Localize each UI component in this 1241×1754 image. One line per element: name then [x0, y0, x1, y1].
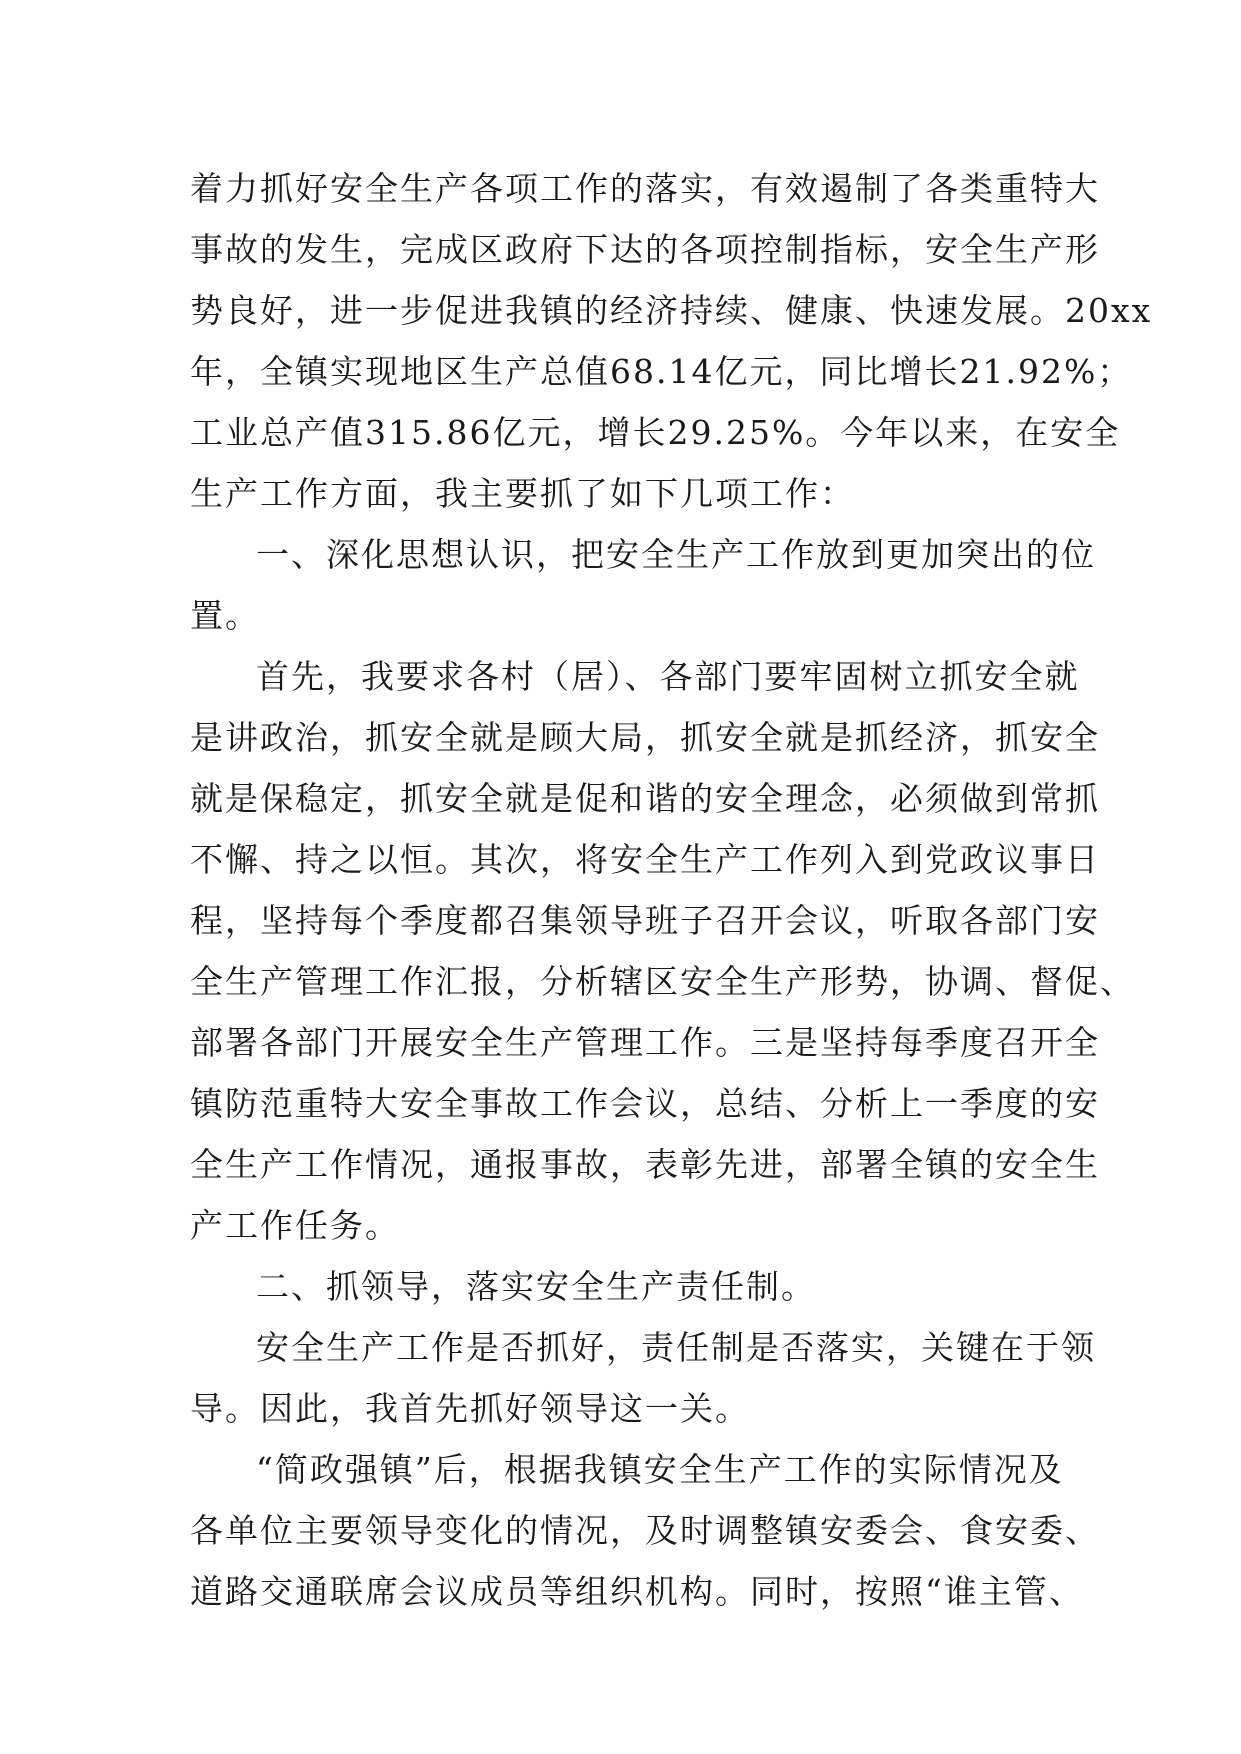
- text-line: 是讲政治，抓安全就是顾大局，抓安全就是抓经济，抓安全: [190, 718, 1100, 757]
- text-line: 工业总产值315.86亿元，增长29.25%。今年以来，在安全: [190, 413, 1121, 452]
- text-line: 生产工作方面，我主要抓了如下几项工作：: [190, 474, 855, 513]
- text-line: 着力抓好安全生产各项工作的落实，有效遏制了各类重特大: [190, 169, 1100, 208]
- text-line: 就是保稳定，抓安全就是促和谐的安全理念，必须做到常抓: [190, 779, 1100, 818]
- section-heading-1: 一、深化思想认识，把安全生产工作放到更加突出的位: [256, 535, 1096, 574]
- text-line: 导。因此，我首先抓好领导这一关。: [190, 1389, 750, 1428]
- text-line: 事故的发生，完成区政府下达的各项控制指标，安全生产形: [190, 230, 1100, 269]
- text-line: 全生产工作情况，通报事故，表彰先进，部署全镇的安全生: [190, 1145, 1100, 1184]
- text-line: 部署各部门开展安全生产管理工作。三是坚持每季度召开全: [190, 1023, 1100, 1062]
- text-line: 道路交通联席会议成员等组织机构。同时，按照“谁主管、: [190, 1572, 1084, 1611]
- section-heading-2: 二、抓领导，落实安全生产责任制。: [256, 1267, 816, 1306]
- text-line: 年，全镇实现地区生产总值68.14亿元，同比增长21.92%；: [190, 352, 1133, 391]
- text-line: 程，坚持每个季度都召集领导班子召开会议，听取各部门安: [190, 901, 1100, 940]
- text-line: 势良好，进一步促进我镇的经济持续、健康、快速发展。20xx: [190, 291, 1153, 330]
- document-body: [190, 158, 1153, 1622]
- text-line: 不懈、持之以恒。其次，将安全生产工作列入到党政议事日: [190, 840, 1100, 879]
- text-line: 置。: [190, 596, 260, 635]
- paragraph-start: “简政强镇”后，根据我镇安全生产工作的实际情况及: [256, 1450, 1064, 1489]
- text-line: 镇防范重特大安全事故工作会议，总结、分析上一季度的安: [190, 1084, 1100, 1123]
- text-line: 产工作任务。: [190, 1206, 400, 1245]
- paragraph-start: 安全生产工作是否抓好，责任制是否落实，关键在于领: [256, 1328, 1096, 1367]
- text-line: 全生产管理工作汇报，分析辖区安全生产形势，协调、督促、: [190, 962, 1135, 1001]
- text-line: 各单位主要领导变化的情况，及时调整镇安委会、食安委、: [190, 1511, 1100, 1550]
- paragraph-start: 首先，我要求各村（居）、各部门要牢固树立抓安全就: [256, 657, 1080, 696]
